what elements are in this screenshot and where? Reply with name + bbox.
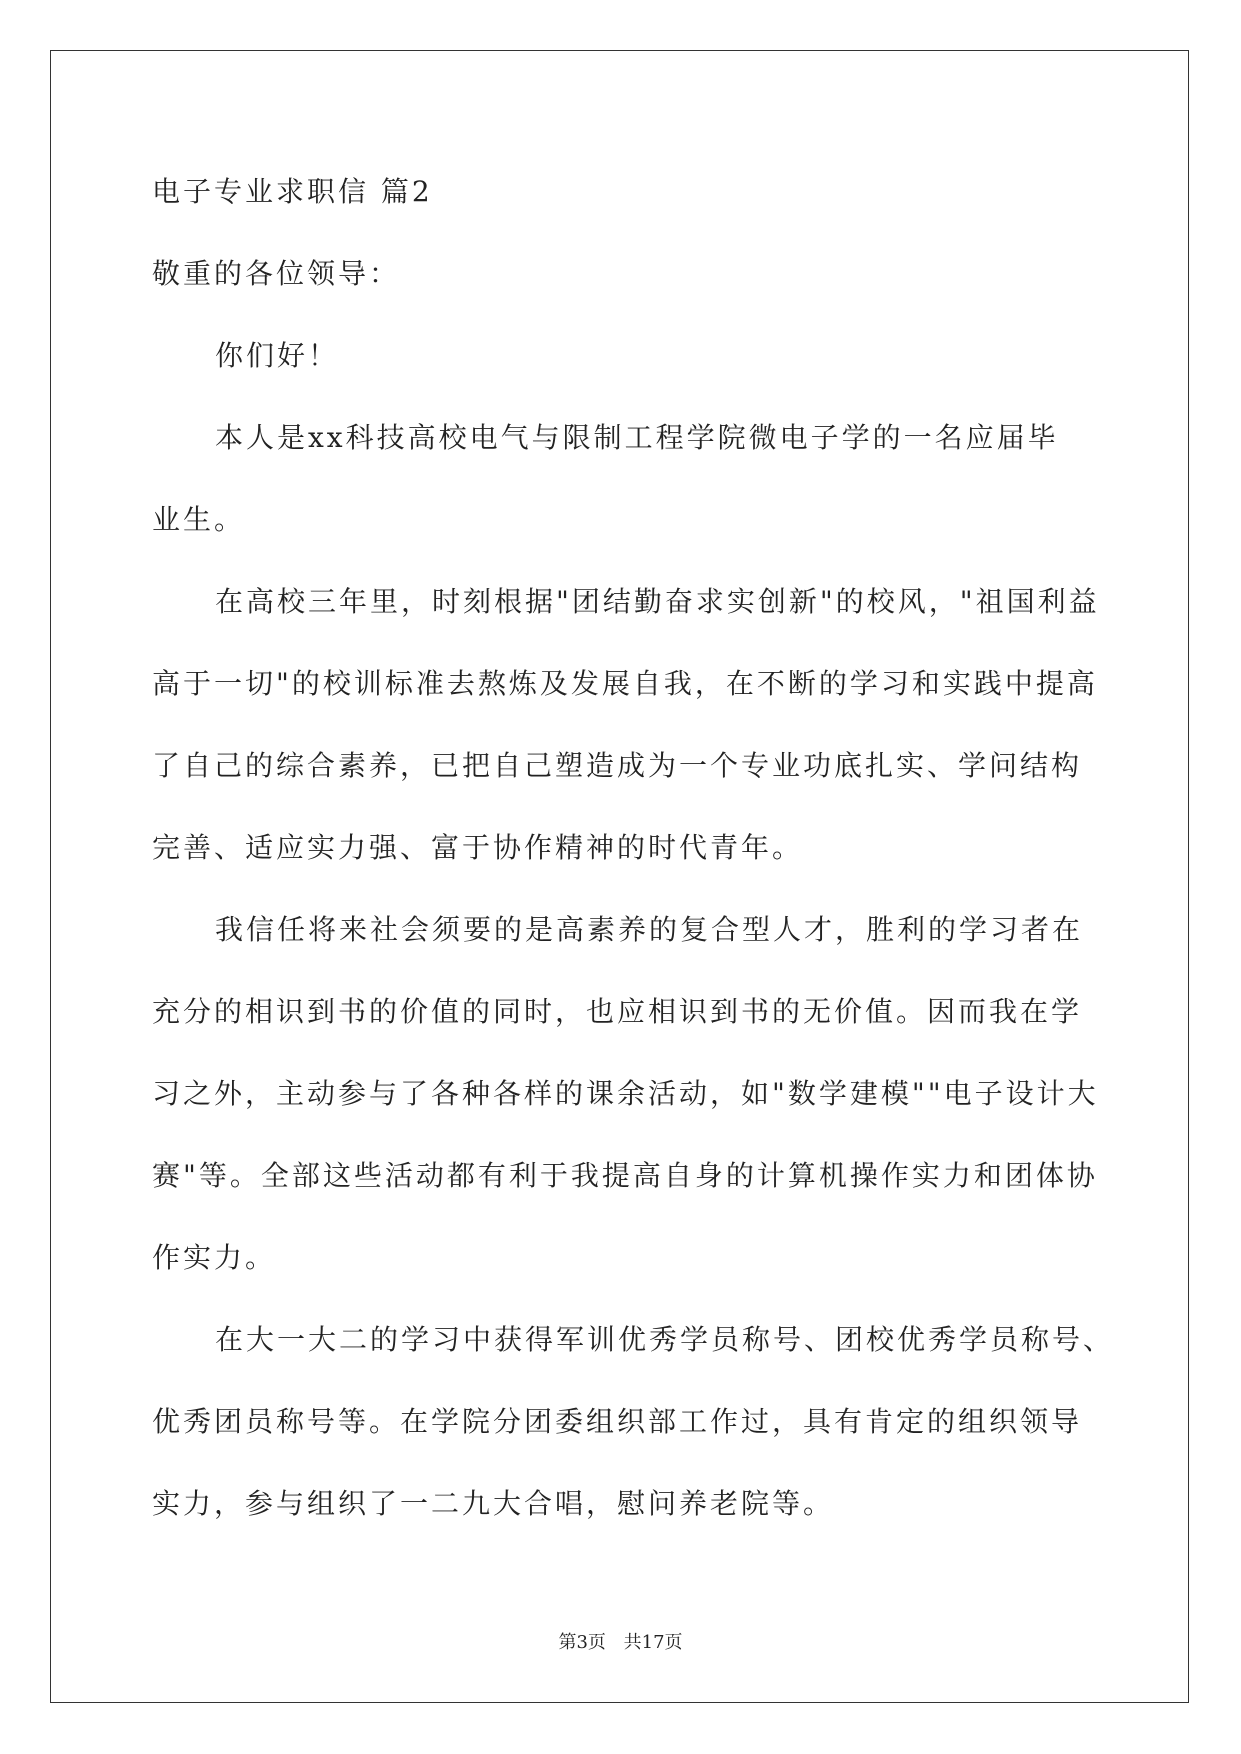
- paragraph-3-line-5: 作实力。: [152, 1241, 277, 1274]
- paragraph-4-line-2: 优秀团员称号等。在学院分团委组织部工作过，具有肯定的组织领导: [152, 1405, 1083, 1438]
- paragraph-2-line-4: 完善、适应实力强、富于协作精神的时代青年。: [152, 831, 804, 864]
- paragraph-2-line-3: 了自己的综合素养，已把自己塑造成为一个专业功底扎实、学问结构: [152, 749, 1083, 782]
- paragraph-4-line-3: 实力，参与组织了一二九大合唱，慰问养老院等。: [152, 1487, 835, 1520]
- page-total: 共17页: [623, 1632, 683, 1653]
- paragraph-3-line-4: 赛"等。全部这些活动都有利于我提高自身的计算机操作实力和团体协: [152, 1159, 1098, 1192]
- paragraph-3-line-2: 充分的相识到书的价值的同时，也应相识到书的无价值。因而我在学: [152, 995, 1083, 1028]
- paragraph-1-line-1: 本人是xx科技高校电气与限制工程学院微电子学的一名应届毕: [215, 421, 1059, 454]
- paragraph-2-line-2: 高于一切"的校训标准去熬炼及发展自我，在不断的学习和实践中提高: [152, 667, 1098, 700]
- page-number: 第3页: [558, 1632, 606, 1653]
- page-footer: [0, 1628, 1241, 1654]
- paragraph-3-line-1: 我信任将来社会须要的是高素养的复合型人才，胜利的学习者在: [215, 913, 1084, 946]
- greeting: 你们好！: [215, 339, 340, 372]
- salutation: 敬重的各位领导：: [152, 257, 401, 290]
- paragraph-4-line-1: 在大一大二的学习中获得军训优秀学员称号、团校优秀学员称号、: [215, 1323, 1115, 1356]
- paragraph-1-line-2: 业生。: [152, 503, 246, 536]
- paragraph-3-line-3: 习之外，主动参与了各种各样的课余活动，如"数学建模""电子设计大: [152, 1077, 1099, 1110]
- document-title: 电子专业求职信 篇2: [152, 175, 433, 208]
- document-body: [152, 160, 1115, 1554]
- paragraph-2-line-1: 在高校三年里，时刻根据"团结勤奋求实创新"的校风，"祖国利益: [215, 585, 1100, 618]
